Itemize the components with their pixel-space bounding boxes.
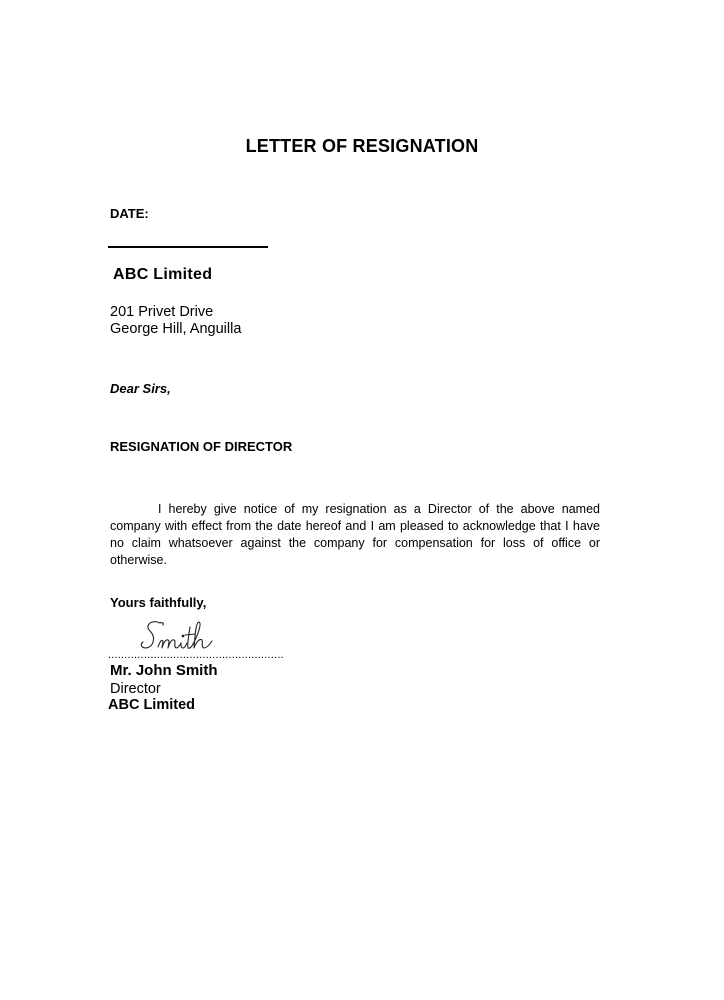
closing: Yours faithfully,: [110, 595, 207, 610]
signatory-title: Director: [110, 681, 161, 697]
date-label: DATE:: [110, 206, 149, 221]
recipient-address-line2: George Hill, Anguilla: [110, 321, 242, 337]
signature-dotted-line: ......................................................: [108, 649, 284, 661]
signatory-name: Mr. John Smith: [110, 662, 218, 679]
recipient-company: ABC Limited: [113, 266, 213, 283]
subject-line: RESIGNATION OF DIRECTOR: [110, 439, 293, 454]
letter-title: LETTER OF RESIGNATION: [245, 136, 479, 156]
signatory-company: ABC Limited: [108, 697, 195, 713]
recipient-address-line1: 201 Privet Drive: [110, 304, 214, 320]
date-blank-line: [108, 246, 268, 248]
letter-body: I hereby give notice of my resignation as a Director of the above named company with effect from the date hereof and I am pleased to acknowledge that I have no claim whatsoever against the company for compensation for loss of office or otherwise.: [110, 502, 600, 567]
salutation: Dear Sirs,: [110, 381, 171, 396]
